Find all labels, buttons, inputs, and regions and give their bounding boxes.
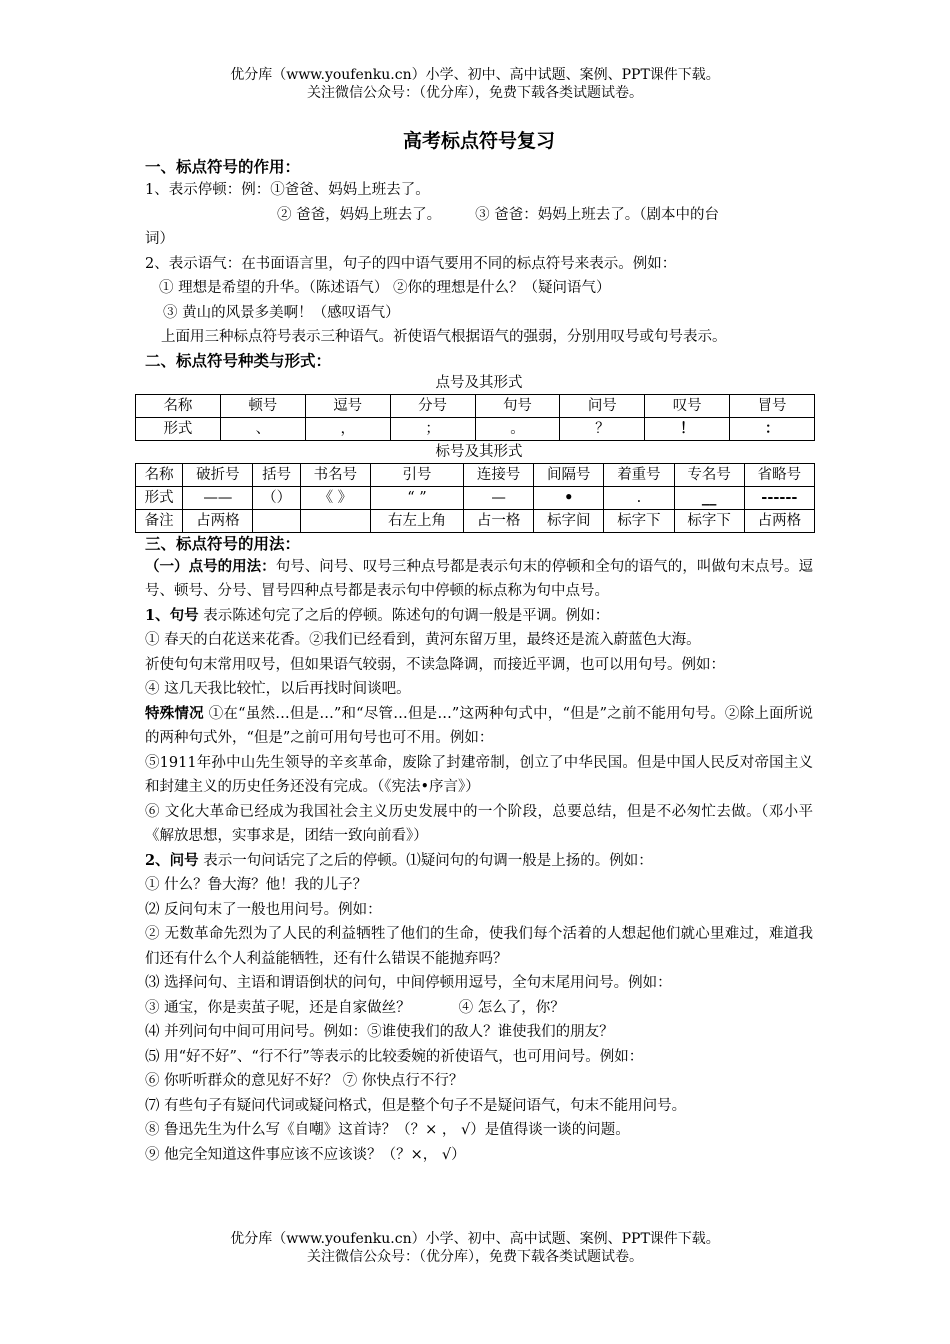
table-cell: 占两格: [744, 509, 814, 532]
document-body: [145, 126, 813, 1167]
table-cell: 形式: [136, 486, 183, 509]
table-cell: 备注: [136, 509, 183, 532]
table-cell: 间隔号: [534, 463, 604, 486]
table-cell: （）: [253, 486, 300, 509]
paragraph: 上面用三种标点符号表示三种语气。祈使语气根据语气的强弱，分别用叹号或句号表示。: [161, 329, 727, 345]
sub-label: （一）点号的用法：: [145, 557, 276, 575]
section-1-heading: 一、标点符号的作用：: [145, 157, 301, 176]
example: ⑧ 鲁迅先生为什么写《自嘲》这首诗？（？× ， √）是值得谈一谈的问题。: [145, 1122, 630, 1138]
table-cell: 名称: [136, 394, 221, 417]
table-cell: “ ”: [370, 486, 463, 509]
table-cell: 占一格: [464, 509, 534, 532]
table-cell: 分号: [390, 394, 475, 417]
table-row: [136, 486, 815, 509]
table-cell: 着重号: [604, 463, 674, 486]
example: ③ 爸爸：妈妈上班去了。（剧本中的台: [475, 206, 719, 223]
section-2-heading: 二、标点符号种类与形式：: [145, 350, 332, 370]
table-cell: 逗号: [305, 394, 390, 417]
paragraph-text: 句号、问号、叹号三种点号都是表示句末的停顿和全句的语气的，叫做句末点号。逗号、顿号、分号、冒号四种点号都是表示句中停顿的标点称为句中点号。: [145, 558, 813, 599]
section-3-heading: 三、标点符号的用法：: [145, 533, 301, 553]
example-b: ④ 怎么了，你？: [458, 999, 565, 1016]
paragraph: [145, 604, 813, 629]
table-cell: 顿号: [220, 394, 305, 417]
table-cell: 连接号: [464, 463, 534, 486]
table-cell: ！: [645, 417, 730, 440]
paragraph-text: 表示一句问话完了之后的停顿。⑴疑问句的句调一般是上扬的。例如：: [198, 852, 653, 869]
paragraph: [145, 702, 813, 751]
example: ② 爸爸，妈妈上班去了。: [277, 206, 442, 223]
example: ④ 这几天我比较忙，以后再找时间谈吧。: [145, 681, 411, 697]
table-cell: 句号: [475, 394, 560, 417]
table-cell: 省略号: [744, 463, 814, 486]
table-1-caption: 点号及其形式: [435, 374, 523, 391]
example: ⑤1911年孙中山先生领导的辛亥革命，废除了封建帝制，创立了中华民国。但是中国人民反对帝国主义和封建主义的历史任务还没有完成。（《宪法•序言》）: [145, 754, 813, 795]
table-row: [136, 463, 815, 486]
table-cell: 书名号: [300, 463, 370, 486]
table-cell: 标字下: [604, 509, 674, 532]
paragraph: [145, 555, 813, 604]
table-cell: 冒号: [730, 394, 815, 417]
table-cell: ；: [390, 417, 475, 440]
table-cell: 形式: [136, 417, 221, 440]
page-header: [0, 66, 950, 102]
table-row: [136, 417, 815, 440]
table-cell: 名称: [136, 463, 183, 486]
table-cell: •: [534, 486, 604, 509]
table-cell: ？: [560, 417, 645, 440]
table-row: [136, 509, 815, 532]
table-cell: [253, 509, 300, 532]
paragraph: 祈使句句末常用叹号，但如果语气较弱，不读急降调，而接近平调，也可以用句号。例如：: [145, 656, 725, 673]
table-cell: [300, 509, 370, 532]
table-cell: 引号: [370, 463, 463, 486]
example: ① 春天的白花送来花香。②我们已经看到，黄河东留万里，最终还是流入蔚蓝色大海。: [145, 632, 701, 648]
example: ① 什么？鲁大海？他！我的儿子？: [145, 877, 368, 893]
table-cell: 。: [475, 417, 560, 440]
table-row: [136, 394, 815, 417]
paragraph: ③ 黄山的风景多美啊！（感叹语气）: [163, 304, 400, 321]
table-cell: 《 》: [300, 486, 370, 509]
table-cell: 、: [220, 417, 305, 440]
table-2-caption: 标号及其形式: [435, 443, 523, 460]
header-line-1: 优分库（www.youfenku.cn）小学、初中、高中试题、案例、PPT课件下载。: [230, 67, 720, 83]
paragraph: ⑺ 有些句子有疑问代词或疑问格式，但是整个句子不是疑问语气，句末不能用问号。: [145, 1097, 687, 1114]
paragraph: ⑵ 反问句末了一般也用问号。例如：: [145, 901, 382, 918]
header-line-2: 关注微信公众号：（优分库），免费下载各类试题试卷。: [307, 85, 643, 101]
example: ⑥ 你听听群众的意见好不好？ ⑦ 你快点行不行？: [145, 1073, 464, 1089]
paragraph: ⑸ 用“好不好”、“行不行”等表示的比较委婉的祈使语气，也可用问号。例如：: [145, 1048, 644, 1065]
paragraph: ⑷ 并列问句中间可用问号。例如：⑤谁使我们的敌人？谁使我们的朋友？: [145, 1024, 614, 1040]
paragraph: [145, 849, 813, 874]
paragraph-text: ①在“虽然…但是…”和“尽管…但是…”这两种句式中，“但是”之前不能用句号。②除上面所说的两种句式外，“但是”之前可用句号也可不用。例如：: [145, 705, 814, 746]
footer-line-2: 关注微信公众号：（优分库），免费下载各类试题试卷。: [307, 1249, 643, 1265]
table-cell: __: [674, 486, 744, 509]
table-cell: ——: [183, 486, 253, 509]
sub-label: 特殊情况: [145, 704, 204, 722]
table-cell: .: [604, 486, 674, 509]
table-cell: 破折号: [183, 463, 253, 486]
paragraph: ① 理想是希望的升华。（陈述语气） ②你的理想是什么？（疑问语气）: [159, 280, 611, 296]
table-cell: ：: [730, 417, 815, 440]
example: ⑨ 他完全知道这件事应该不应该谈？（？×， √）: [145, 1146, 466, 1163]
example: ② 无数革命先烈为了人民的利益牺牲了他们的生命，使我们每个活着的人想起他们就心里难过，难道我们还有什么个人利益能牺牲，还有什么错误不能抛弃吗？: [145, 926, 813, 967]
table-cell: ，: [305, 417, 390, 440]
paragraph: [145, 203, 813, 228]
table-cell: 右左上角: [370, 509, 463, 532]
table-cell: 叹号: [645, 394, 730, 417]
footer-line-1: 优分库（www.youfenku.cn）小学、初中、高中试题、案例、PPT课件下载。: [230, 1231, 720, 1247]
table-cell: 占两格: [183, 509, 253, 532]
example: [145, 996, 813, 1021]
sub-label: 2、问号: [145, 851, 199, 869]
table-cell: 专名号: [674, 463, 744, 486]
table-cell: ------: [744, 486, 814, 509]
table-cell: 问号: [560, 394, 645, 417]
table-cell: 括号: [253, 463, 300, 486]
table-sign-marks: [135, 463, 815, 533]
table-cell: 标字下: [674, 509, 744, 532]
paragraph: ⑶ 选择问句、主语和谓语倒状的问句，中间停顿用逗号，全句末尾用问号。例如：: [145, 975, 672, 991]
table-cell: —: [464, 486, 534, 509]
paragraph: 2、表示语气：在书面语言里，句子的四中语气要用不同的标点符号来表示。例如：: [145, 255, 677, 272]
example: ⑥ 文化大革命已经成为我国社会主义历史发展中的一个阶段，总要总结，但是不必匆忙去做。（邓小平《解放思想，实事求是，团结一致向前看》）: [145, 803, 813, 844]
paragraph: 1、表示停顿：例：①爸爸、妈妈上班去了。: [145, 182, 430, 198]
doc-title: 高考标点符号复习: [402, 130, 555, 152]
table-point-marks: [135, 394, 815, 441]
paragraph: 词）: [145, 231, 174, 247]
paragraph-text: 表示陈述句完了之后的停顿。陈述句的句调一般是平调。例如：: [198, 607, 610, 624]
sub-label: 1、句号: [145, 606, 199, 624]
example-a: ③ 通宝，你是卖茧子呢，还是自家做丝？: [145, 999, 411, 1016]
page-footer: [0, 1230, 950, 1266]
table-cell: 标字间: [534, 509, 604, 532]
